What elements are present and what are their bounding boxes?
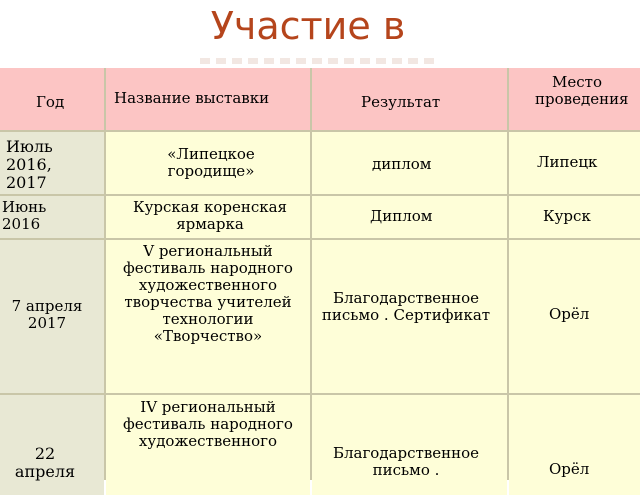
row1-result: [312, 132, 507, 194]
header-result: [312, 68, 507, 130]
row4-place: [509, 395, 640, 495]
header-result-label: Результат: [361, 93, 441, 111]
row1-year-text: Июль 2016, 2017: [6, 137, 53, 192]
row3-name: [106, 240, 310, 393]
row1-place-text: Липецк: [537, 153, 598, 171]
row4-year: [0, 395, 104, 495]
header-name-label: Название выставки: [114, 89, 270, 107]
header-place-label: Место проведения: [535, 73, 629, 108]
row4-name: [106, 395, 310, 495]
row2-result-text: Диплом: [370, 207, 433, 225]
row1-name: [106, 132, 310, 194]
row3-name-text: V региональный фестиваль народного художественного творчества учителей технологии «Творчество»: [123, 242, 293, 345]
row3-place: [509, 240, 640, 393]
row3-year-text: 7 апреля 2017: [11, 297, 83, 332]
row3-result-text: Благодарственное письмо . Сертификат: [321, 289, 491, 324]
row1-name-text: «Липецкое городище»: [167, 145, 255, 180]
row2-result: [312, 196, 507, 238]
row2-name: [106, 196, 310, 238]
row2-place: [509, 196, 640, 238]
row4-result-text: Благодарственное письмо .: [332, 444, 480, 479]
header-name: [106, 68, 310, 130]
row1-result-text: диплом: [372, 155, 432, 173]
row4-name-text: IV региональный фестиваль народного художественного: [123, 398, 293, 450]
row2-year: [0, 196, 104, 238]
row4-place-text: Орёл: [549, 460, 590, 478]
page-title: Участие в: [210, 4, 406, 48]
row4-year-text: 22 апреля: [14, 444, 76, 481]
row1-year: [0, 132, 104, 194]
header-place: [509, 68, 640, 130]
header-year: [0, 68, 104, 130]
row2-year-text: Июнь 2016: [2, 198, 47, 233]
row2-name-text: Курская коренская ярмарка: [132, 198, 288, 233]
row2-place-text: Курск: [543, 207, 591, 225]
row3-place-text: Орёл: [549, 305, 590, 323]
row4-result: [312, 395, 507, 495]
row3-result: [312, 240, 507, 393]
exhibitions-table: [0, 68, 640, 480]
header-year-label: Год: [36, 93, 65, 111]
row1-place: [509, 132, 640, 194]
title-second-line-faded: [200, 58, 440, 64]
row3-year: [0, 240, 104, 393]
